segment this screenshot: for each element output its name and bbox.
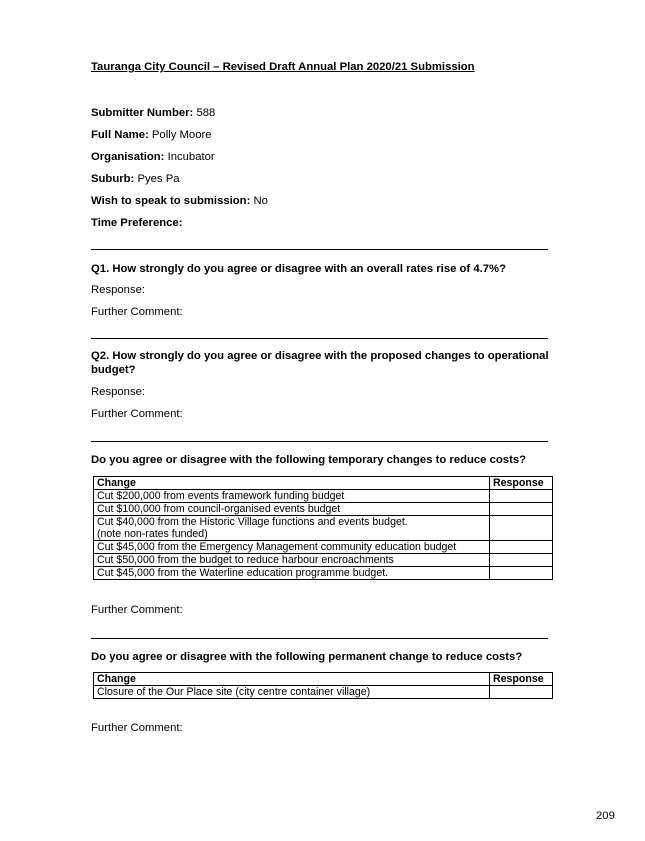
time-preference-label: Time Preference: — [91, 217, 183, 229]
header-change: Change — [94, 477, 490, 490]
change-text: Cut $40,000 from the Historic Village functions and events budget. — [97, 516, 408, 528]
change-cell: Closure of the Our Place site (city centre container village) — [94, 686, 490, 699]
table-header-row — [94, 673, 553, 686]
response-cell[interactable] — [490, 490, 553, 503]
response-cell[interactable] — [490, 516, 553, 541]
header-change: Change — [94, 673, 490, 686]
response-cell[interactable] — [490, 567, 553, 580]
table-row — [94, 541, 553, 554]
response-cell[interactable] — [490, 541, 553, 554]
full-name-value: Polly Moore — [151, 129, 212, 141]
perm-changes-comment-label: Further Comment: — [91, 722, 183, 734]
q1-question: Q1. How strongly do you agree or disagree with an overall rates rise of 4.7%? — [91, 263, 506, 275]
response-cell[interactable] — [490, 686, 553, 699]
table-row — [94, 567, 553, 580]
divider — [91, 638, 548, 639]
change-cell: Cut $45,000 from the Emergency Management community education budget — [94, 541, 490, 554]
perm-changes-table — [93, 672, 553, 699]
speak-to-submission-field — [91, 195, 268, 207]
table-row — [94, 516, 553, 541]
document-title: Tauranga City Council – Revised Draft Annual Plan 2020/21 Submission — [91, 61, 475, 73]
temp-changes-comment-label: Further Comment: — [91, 604, 183, 616]
suburb-value: Pyes Pa — [137, 173, 180, 185]
table-row — [94, 554, 553, 567]
change-cell: Cut $45,000 from the Waterline education programme budget. — [94, 567, 490, 580]
time-preference-field — [91, 217, 182, 229]
perm-changes-question: Do you agree or disagree with the following permanent change to reduce costs? — [91, 651, 523, 663]
header-response: Response — [490, 673, 553, 686]
suburb-field — [91, 173, 180, 185]
response-cell[interactable] — [490, 554, 553, 567]
temp-changes-question: Do you agree or disagree with the following temporary changes to reduce costs? — [91, 454, 527, 466]
submitter-number-value: 588 — [196, 107, 216, 119]
q2-question: Q2. How strongly do you agree or disagree with the proposed changes to operational budget? — [91, 350, 549, 376]
suburb-label: Suburb: — [91, 173, 135, 185]
q1-response-label: Response: — [91, 284, 146, 296]
change-cell: Cut $50,000 from the budget to reduce harbour encroachments — [94, 554, 490, 567]
organisation-field — [91, 151, 215, 163]
q1-comment-label: Further Comment: — [91, 306, 183, 318]
temp-changes-table — [93, 476, 553, 580]
page-number: 209 — [596, 810, 615, 822]
submitter-number-field — [91, 107, 215, 119]
organisation-label: Organisation: — [91, 151, 165, 163]
speak-label: Wish to speak to submission: — [91, 195, 251, 207]
table-row — [94, 490, 553, 503]
table-row — [94, 686, 553, 699]
divider — [91, 338, 548, 339]
header-response: Response — [490, 477, 553, 490]
table-header-row — [94, 477, 553, 490]
submitter-number-label: Submitter Number: — [91, 107, 194, 119]
speak-value: No — [253, 195, 268, 207]
organisation-value: Incubator — [167, 151, 215, 163]
divider — [91, 249, 548, 250]
divider — [91, 441, 548, 442]
change-note: (note non-rates funded) — [97, 528, 208, 540]
full-name-label: Full Name: — [91, 129, 149, 141]
table-row — [94, 503, 553, 516]
q2-comment-label: Further Comment: — [91, 408, 183, 420]
change-cell: Cut $100,000 from council-organised events budget — [94, 503, 490, 516]
full-name-field — [91, 129, 212, 141]
change-cell: Cut $200,000 from events framework funding budget — [94, 490, 490, 503]
change-cell — [94, 516, 490, 541]
q2-response-label: Response: — [91, 386, 146, 398]
response-cell[interactable] — [490, 503, 553, 516]
